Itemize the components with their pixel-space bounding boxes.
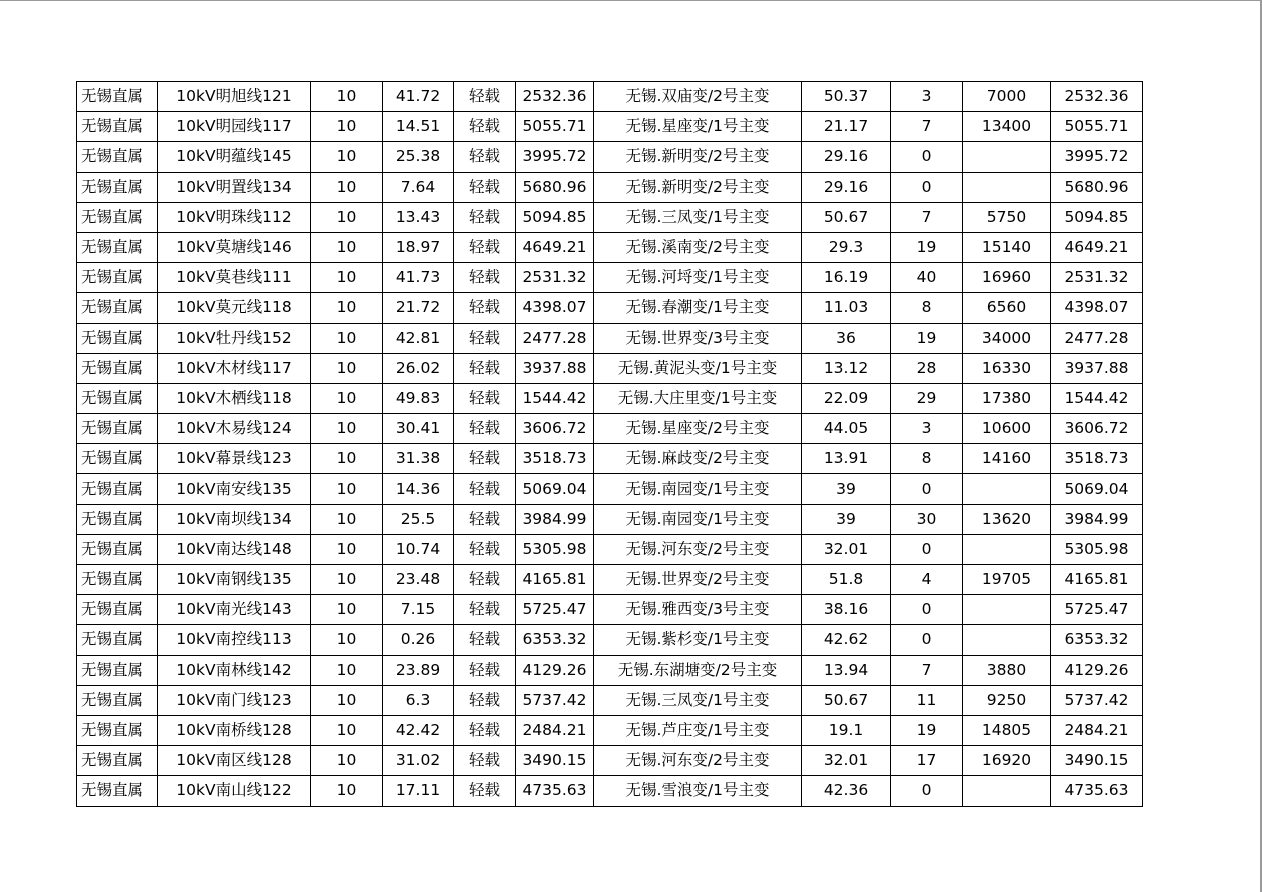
line-name-cell: 10kV明置线134	[158, 172, 311, 202]
transformer-cell: 无锡.黄泥头变/1号主变	[594, 353, 802, 383]
available-capacity-cell: 4735.63	[516, 776, 594, 806]
available-capacity-cell: 2484.21	[516, 715, 594, 745]
transformer-load-cell: 21.17	[802, 112, 891, 142]
voltage-cell: 10	[311, 565, 383, 595]
table-row	[77, 746, 1143, 776]
line-name-cell: 10kV南区线128	[158, 746, 311, 776]
capacity-cell	[963, 142, 1051, 172]
load-rate-cell: 42.81	[383, 323, 454, 353]
capacity-cell: 5750	[963, 202, 1051, 232]
load-status-cell: 轻载	[454, 444, 516, 474]
load-rate-cell: 13.43	[383, 202, 454, 232]
transformer-load-cell: 50.67	[802, 685, 891, 715]
capacity-cell: 34000	[963, 323, 1051, 353]
table-row	[77, 202, 1143, 232]
capacity-cell: 14160	[963, 444, 1051, 474]
load-rate-cell: 7.15	[383, 595, 454, 625]
unit-cell: 无锡直属	[77, 444, 158, 474]
unit-cell: 无锡直属	[77, 534, 158, 564]
capacity-cell: 9250	[963, 685, 1051, 715]
load-status-cell: 轻载	[454, 323, 516, 353]
margin-cell: 2477.28	[1051, 323, 1143, 353]
capacity-cell: 19705	[963, 565, 1051, 595]
transformer-load-cell: 29.16	[802, 142, 891, 172]
line-name-cell: 10kV木材线117	[158, 353, 311, 383]
unit-cell: 无锡直属	[77, 746, 158, 776]
load-rate-cell: 41.72	[383, 82, 454, 112]
transformer-cell: 无锡.雅西变/3号主变	[594, 595, 802, 625]
margin-cell: 5737.42	[1051, 685, 1143, 715]
line-name-cell: 10kV明园线117	[158, 112, 311, 142]
capacity-cell: 3880	[963, 655, 1051, 685]
voltage-cell: 10	[311, 746, 383, 776]
load-status-cell: 轻载	[454, 293, 516, 323]
load-rate-cell: 14.36	[383, 474, 454, 504]
capacity-cell	[963, 595, 1051, 625]
transformer-load-cell: 32.01	[802, 746, 891, 776]
line-name-cell: 10kV南安线135	[158, 474, 311, 504]
count-cell: 3	[891, 82, 963, 112]
margin-cell: 5055.71	[1051, 112, 1143, 142]
unit-cell: 无锡直属	[77, 263, 158, 293]
margin-cell: 3606.72	[1051, 414, 1143, 444]
voltage-cell: 10	[311, 414, 383, 444]
load-status-cell: 轻载	[454, 232, 516, 262]
load-rate-cell: 30.41	[383, 414, 454, 444]
transformer-load-cell: 36	[802, 323, 891, 353]
transformer-load-cell: 39	[802, 504, 891, 534]
transformer-load-cell: 29.16	[802, 172, 891, 202]
load-status-cell: 轻载	[454, 112, 516, 142]
line-name-cell: 10kV南坝线134	[158, 504, 311, 534]
transformer-cell: 无锡.三凤变/1号主变	[594, 202, 802, 232]
load-rate-cell: 25.38	[383, 142, 454, 172]
load-rate-cell: 23.89	[383, 655, 454, 685]
voltage-cell: 10	[311, 263, 383, 293]
load-status-cell: 轻载	[454, 202, 516, 232]
line-name-cell: 10kV南林线142	[158, 655, 311, 685]
voltage-cell: 10	[311, 776, 383, 806]
count-cell: 19	[891, 232, 963, 262]
unit-cell: 无锡直属	[77, 82, 158, 112]
voltage-cell: 10	[311, 474, 383, 504]
count-cell: 17	[891, 746, 963, 776]
load-rate-cell: 42.42	[383, 715, 454, 745]
table-body	[77, 82, 1143, 807]
count-cell: 29	[891, 383, 963, 413]
load-rate-cell: 0.26	[383, 625, 454, 655]
count-cell: 8	[891, 444, 963, 474]
load-status-cell: 轻载	[454, 625, 516, 655]
available-capacity-cell: 4398.07	[516, 293, 594, 323]
voltage-cell: 10	[311, 444, 383, 474]
available-capacity-cell: 4129.26	[516, 655, 594, 685]
load-status-cell: 轻载	[454, 172, 516, 202]
voltage-cell: 10	[311, 323, 383, 353]
margin-cell: 3937.88	[1051, 353, 1143, 383]
unit-cell: 无锡直属	[77, 715, 158, 745]
voltage-cell: 10	[311, 353, 383, 383]
load-rate-cell: 21.72	[383, 293, 454, 323]
count-cell: 0	[891, 776, 963, 806]
margin-cell: 4649.21	[1051, 232, 1143, 262]
line-name-cell: 10kV牡丹线152	[158, 323, 311, 353]
table-row	[77, 353, 1143, 383]
count-cell: 8	[891, 293, 963, 323]
available-capacity-cell: 5094.85	[516, 202, 594, 232]
transformer-cell: 无锡.世界变/3号主变	[594, 323, 802, 353]
capacity-cell: 10600	[963, 414, 1051, 444]
table-row	[77, 565, 1143, 595]
capacity-cell: 16330	[963, 353, 1051, 383]
transformer-cell: 无锡.春潮变/1号主变	[594, 293, 802, 323]
transformer-cell: 无锡.新明变/2号主变	[594, 172, 802, 202]
count-cell: 3	[891, 414, 963, 444]
transformer-cell: 无锡.东湖塘变/2号主变	[594, 655, 802, 685]
transformer-cell: 无锡.紫杉变/1号主变	[594, 625, 802, 655]
available-capacity-cell: 5737.42	[516, 685, 594, 715]
table-row	[77, 82, 1143, 112]
capacity-cell	[963, 534, 1051, 564]
load-status-cell: 轻载	[454, 263, 516, 293]
unit-cell: 无锡直属	[77, 323, 158, 353]
voltage-cell: 10	[311, 534, 383, 564]
capacity-cell: 16960	[963, 263, 1051, 293]
count-cell: 28	[891, 353, 963, 383]
voltage-cell: 10	[311, 172, 383, 202]
table-row	[77, 444, 1143, 474]
transformer-cell: 无锡.三凤变/1号主变	[594, 685, 802, 715]
capacity-cell	[963, 776, 1051, 806]
transformer-cell: 无锡.麻歧变/2号主变	[594, 444, 802, 474]
load-rate-cell: 25.5	[383, 504, 454, 534]
transformer-cell: 无锡.世界变/2号主变	[594, 565, 802, 595]
transformer-load-cell: 22.09	[802, 383, 891, 413]
unit-cell: 无锡直属	[77, 685, 158, 715]
count-cell: 11	[891, 685, 963, 715]
line-name-cell: 10kV南桥线128	[158, 715, 311, 745]
unit-cell: 无锡直属	[77, 172, 158, 202]
available-capacity-cell: 3606.72	[516, 414, 594, 444]
page-edge-top	[0, 0, 1262, 1]
voltage-cell: 10	[311, 595, 383, 625]
voltage-cell: 10	[311, 504, 383, 534]
transformer-load-cell: 32.01	[802, 534, 891, 564]
load-rate-cell: 10.74	[383, 534, 454, 564]
capacity-cell: 15140	[963, 232, 1051, 262]
load-status-cell: 轻载	[454, 595, 516, 625]
load-rate-cell: 31.02	[383, 746, 454, 776]
margin-cell: 3984.99	[1051, 504, 1143, 534]
transformer-cell: 无锡.星座变/2号主变	[594, 414, 802, 444]
voltage-cell: 10	[311, 112, 383, 142]
transformer-load-cell: 50.37	[802, 82, 891, 112]
table-row	[77, 625, 1143, 655]
transformer-load-cell: 13.94	[802, 655, 891, 685]
load-status-cell: 轻载	[454, 142, 516, 172]
line-name-cell: 10kV南钢线135	[158, 565, 311, 595]
table-row	[77, 172, 1143, 202]
available-capacity-cell: 6353.32	[516, 625, 594, 655]
load-rate-cell: 14.51	[383, 112, 454, 142]
transformer-load-cell: 29.3	[802, 232, 891, 262]
available-capacity-cell: 3984.99	[516, 504, 594, 534]
load-status-cell: 轻载	[454, 776, 516, 806]
load-status-cell: 轻载	[454, 353, 516, 383]
margin-cell: 6353.32	[1051, 625, 1143, 655]
line-name-cell: 10kV南门线123	[158, 685, 311, 715]
available-capacity-cell: 1544.42	[516, 383, 594, 413]
line-name-cell: 10kV木栖线118	[158, 383, 311, 413]
transformer-load-cell: 19.1	[802, 715, 891, 745]
capacity-cell: 17380	[963, 383, 1051, 413]
margin-cell: 4129.26	[1051, 655, 1143, 685]
transformer-cell: 无锡.河东变/2号主变	[594, 534, 802, 564]
voltage-cell: 10	[311, 232, 383, 262]
voltage-cell: 10	[311, 625, 383, 655]
table-row	[77, 534, 1143, 564]
load-rate-cell: 49.83	[383, 383, 454, 413]
table-row	[77, 655, 1143, 685]
table-row	[77, 142, 1143, 172]
table-row	[77, 685, 1143, 715]
voltage-cell: 10	[311, 655, 383, 685]
available-capacity-cell: 4649.21	[516, 232, 594, 262]
margin-cell: 5069.04	[1051, 474, 1143, 504]
table-row	[77, 323, 1143, 353]
available-capacity-cell: 2531.32	[516, 263, 594, 293]
available-capacity-cell: 5725.47	[516, 595, 594, 625]
count-cell: 4	[891, 565, 963, 595]
available-capacity-cell: 5305.98	[516, 534, 594, 564]
unit-cell: 无锡直属	[77, 142, 158, 172]
load-status-cell: 轻载	[454, 474, 516, 504]
transformer-cell: 无锡.南园变/1号主变	[594, 474, 802, 504]
count-cell: 0	[891, 474, 963, 504]
voltage-cell: 10	[311, 142, 383, 172]
transformer-load-cell: 11.03	[802, 293, 891, 323]
count-cell: 40	[891, 263, 963, 293]
available-capacity-cell: 4165.81	[516, 565, 594, 595]
count-cell: 0	[891, 625, 963, 655]
transformer-load-cell: 42.62	[802, 625, 891, 655]
load-rate-cell: 26.02	[383, 353, 454, 383]
unit-cell: 无锡直属	[77, 625, 158, 655]
table-row	[77, 595, 1143, 625]
count-cell: 7	[891, 202, 963, 232]
transformer-cell: 无锡.大庄里变/1号主变	[594, 383, 802, 413]
unit-cell: 无锡直属	[77, 353, 158, 383]
line-name-cell: 10kV南山线122	[158, 776, 311, 806]
table-row	[77, 504, 1143, 534]
line-name-cell: 10kV莫巷线111	[158, 263, 311, 293]
capacity-cell: 16920	[963, 746, 1051, 776]
margin-cell: 4398.07	[1051, 293, 1143, 323]
line-name-cell: 10kV南控线113	[158, 625, 311, 655]
margin-cell: 5725.47	[1051, 595, 1143, 625]
transformer-load-cell: 13.91	[802, 444, 891, 474]
transformer-cell: 无锡.双庙变/2号主变	[594, 82, 802, 112]
table-row	[77, 715, 1143, 745]
available-capacity-cell: 3490.15	[516, 746, 594, 776]
margin-cell: 3995.72	[1051, 142, 1143, 172]
transformer-load-cell: 13.12	[802, 353, 891, 383]
capacity-cell: 7000	[963, 82, 1051, 112]
margin-cell: 5305.98	[1051, 534, 1143, 564]
margin-cell: 2532.36	[1051, 82, 1143, 112]
line-name-cell: 10kV明旭线121	[158, 82, 311, 112]
unit-cell: 无锡直属	[77, 595, 158, 625]
capacity-cell	[963, 172, 1051, 202]
transformer-load-cell: 44.05	[802, 414, 891, 444]
unit-cell: 无锡直属	[77, 565, 158, 595]
table-row	[77, 776, 1143, 806]
load-status-cell: 轻载	[454, 414, 516, 444]
table-row	[77, 112, 1143, 142]
table-row	[77, 414, 1143, 444]
transformer-cell: 无锡.河埒变/1号主变	[594, 263, 802, 293]
unit-cell: 无锡直属	[77, 504, 158, 534]
unit-cell: 无锡直属	[77, 112, 158, 142]
margin-cell: 5680.96	[1051, 172, 1143, 202]
voltage-cell: 10	[311, 82, 383, 112]
unit-cell: 无锡直属	[77, 232, 158, 262]
transformer-cell: 无锡.河东变/2号主变	[594, 746, 802, 776]
margin-cell: 2484.21	[1051, 715, 1143, 745]
available-capacity-cell: 5055.71	[516, 112, 594, 142]
load-rate-cell: 23.48	[383, 565, 454, 595]
count-cell: 19	[891, 323, 963, 353]
transformer-cell: 无锡.雪浪变/1号主变	[594, 776, 802, 806]
count-cell: 0	[891, 142, 963, 172]
capacity-cell	[963, 625, 1051, 655]
transformer-load-cell: 51.8	[802, 565, 891, 595]
count-cell: 0	[891, 534, 963, 564]
count-cell: 7	[891, 112, 963, 142]
table-row	[77, 383, 1143, 413]
load-status-cell: 轻载	[454, 82, 516, 112]
transformer-cell: 无锡.新明变/2号主变	[594, 142, 802, 172]
load-status-cell: 轻载	[454, 655, 516, 685]
transformer-load-cell: 38.16	[802, 595, 891, 625]
margin-cell: 3490.15	[1051, 746, 1143, 776]
voltage-cell: 10	[311, 383, 383, 413]
line-name-cell: 10kV木易线124	[158, 414, 311, 444]
transformer-load-cell: 50.67	[802, 202, 891, 232]
unit-cell: 无锡直属	[77, 383, 158, 413]
capacity-cell: 13400	[963, 112, 1051, 142]
load-rate-cell: 31.38	[383, 444, 454, 474]
margin-cell: 2531.32	[1051, 263, 1143, 293]
line-name-cell: 10kV明蕴线145	[158, 142, 311, 172]
table-row	[77, 474, 1143, 504]
unit-cell: 无锡直属	[77, 414, 158, 444]
available-capacity-cell: 3995.72	[516, 142, 594, 172]
capacity-cell	[963, 474, 1051, 504]
margin-cell: 5094.85	[1051, 202, 1143, 232]
available-capacity-cell: 5069.04	[516, 474, 594, 504]
load-rate-cell: 17.11	[383, 776, 454, 806]
transformer-cell: 无锡.芦庄变/1号主变	[594, 715, 802, 745]
load-status-cell: 轻载	[454, 715, 516, 745]
transformer-load-cell: 39	[802, 474, 891, 504]
voltage-cell: 10	[311, 685, 383, 715]
available-capacity-cell: 5680.96	[516, 172, 594, 202]
load-status-cell: 轻载	[454, 504, 516, 534]
capacity-cell: 6560	[963, 293, 1051, 323]
available-capacity-cell: 3937.88	[516, 353, 594, 383]
count-cell: 19	[891, 715, 963, 745]
margin-cell: 4735.63	[1051, 776, 1143, 806]
table-row	[77, 293, 1143, 323]
unit-cell: 无锡直属	[77, 293, 158, 323]
load-status-cell: 轻载	[454, 565, 516, 595]
count-cell: 0	[891, 172, 963, 202]
line-name-cell: 10kV南达线148	[158, 534, 311, 564]
transformer-load-cell: 42.36	[802, 776, 891, 806]
line-name-cell: 10kV莫元线118	[158, 293, 311, 323]
line-name-cell: 10kV明珠线112	[158, 202, 311, 232]
load-rate-cell: 41.73	[383, 263, 454, 293]
capacity-cell: 14805	[963, 715, 1051, 745]
line-load-table	[76, 81, 1143, 807]
margin-cell: 3518.73	[1051, 444, 1143, 474]
line-name-cell: 10kV幕景线123	[158, 444, 311, 474]
load-status-cell: 轻载	[454, 534, 516, 564]
unit-cell: 无锡直属	[77, 202, 158, 232]
load-status-cell: 轻载	[454, 383, 516, 413]
load-rate-cell: 6.3	[383, 685, 454, 715]
transformer-cell: 无锡.溪南变/2号主变	[594, 232, 802, 262]
transformer-load-cell: 16.19	[802, 263, 891, 293]
capacity-cell: 13620	[963, 504, 1051, 534]
count-cell: 0	[891, 595, 963, 625]
load-status-cell: 轻载	[454, 746, 516, 776]
unit-cell: 无锡直属	[77, 776, 158, 806]
transformer-cell: 无锡.南园变/1号主变	[594, 504, 802, 534]
available-capacity-cell: 3518.73	[516, 444, 594, 474]
table-row	[77, 232, 1143, 262]
unit-cell: 无锡直属	[77, 655, 158, 685]
table-row	[77, 263, 1143, 293]
margin-cell: 4165.81	[1051, 565, 1143, 595]
line-name-cell: 10kV南光线143	[158, 595, 311, 625]
unit-cell: 无锡直属	[77, 474, 158, 504]
available-capacity-cell: 2477.28	[516, 323, 594, 353]
voltage-cell: 10	[311, 293, 383, 323]
load-rate-cell: 18.97	[383, 232, 454, 262]
voltage-cell: 10	[311, 715, 383, 745]
count-cell: 7	[891, 655, 963, 685]
load-rate-cell: 7.64	[383, 172, 454, 202]
transformer-cell: 无锡.星座变/1号主变	[594, 112, 802, 142]
voltage-cell: 10	[311, 202, 383, 232]
available-capacity-cell: 2532.36	[516, 82, 594, 112]
load-status-cell: 轻载	[454, 685, 516, 715]
margin-cell: 1544.42	[1051, 383, 1143, 413]
line-name-cell: 10kV莫塘线146	[158, 232, 311, 262]
count-cell: 30	[891, 504, 963, 534]
